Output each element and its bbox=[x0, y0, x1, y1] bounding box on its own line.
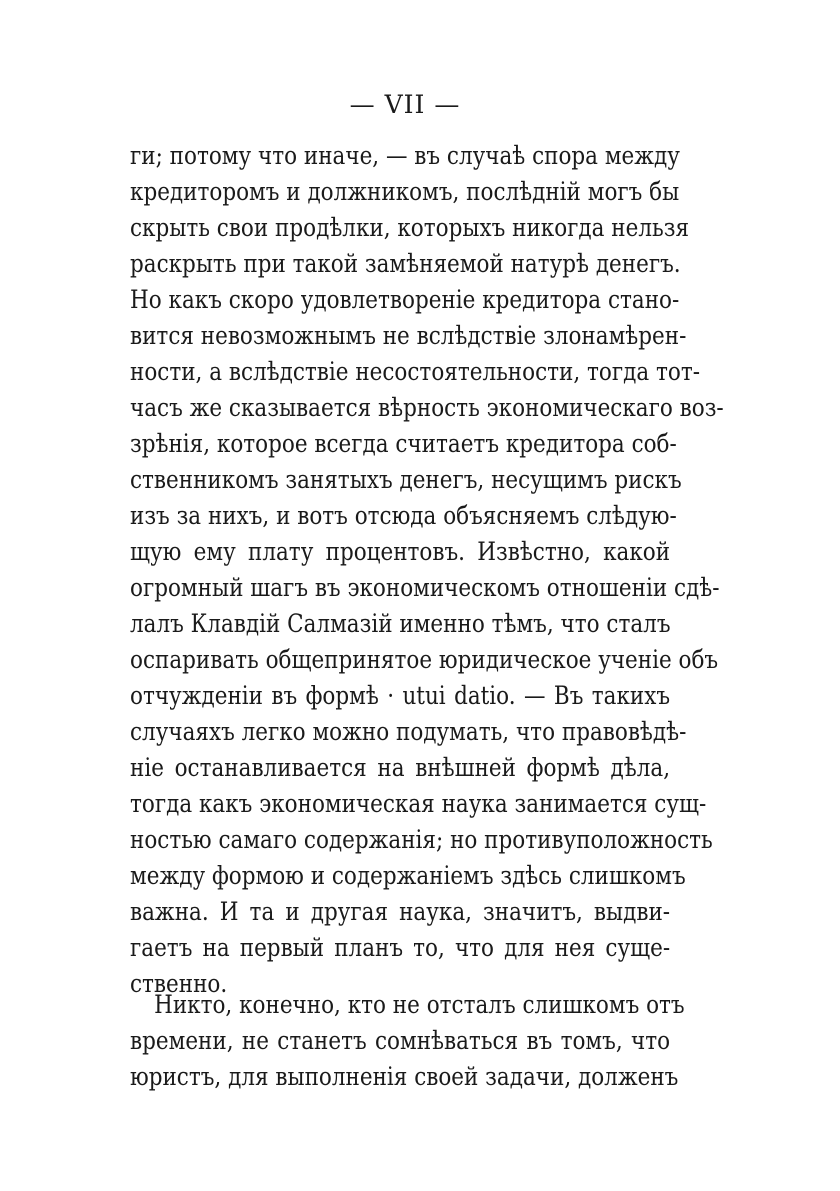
text-line: времени, не станетъ сомнѣваться въ томъ, что bbox=[130, 1026, 671, 1055]
text-line: лалъ Клавдiй Салмазiй именно тѣмъ, что сталъ bbox=[130, 609, 671, 638]
text-line: важна. И та и другая наука, значитъ, выдви- bbox=[130, 897, 671, 926]
paragraph bbox=[130, 138, 724, 1002]
text-line: ги; потому что иначе, — въ случаѣ спора между bbox=[130, 141, 680, 170]
text-line: отчужденiи въ формѣ · utui datio. — Въ такихъ bbox=[130, 681, 671, 710]
text-line: вится невозможнымъ не вслѣдствiе злонамѣрен- bbox=[130, 321, 687, 350]
text-line: Но какъ скоро удовлетворенiе кредитора стано- bbox=[130, 285, 680, 314]
text-line: скрыть свои продѣлки, которыхъ никогда нельзя bbox=[130, 213, 690, 242]
page-number: — VII — bbox=[349, 90, 461, 119]
text-line: гаетъ на первый планъ то, что для нея суще- bbox=[130, 933, 671, 962]
paragraph bbox=[130, 987, 685, 1095]
text-line: случаяхъ легко можно подумать, что правовѣдѣ- bbox=[130, 717, 687, 746]
text-line: ственникомъ занятыхъ денегъ, несущимъ рискъ bbox=[130, 465, 682, 494]
text-line: кредиторомъ и должникомъ, послѣднiй могъ бы bbox=[130, 177, 680, 206]
text-line: изъ за нихъ, и вотъ отсюда объясняемъ слѣдую- bbox=[130, 501, 677, 530]
text-line: нiе останавливается на внѣшней формѣ дѣла, bbox=[130, 753, 671, 782]
text-line: ности, а вслѣдствiе несостоятельности, тогда тот- bbox=[130, 357, 701, 386]
text-line: юристъ, для выполненiя своей задачи, долженъ bbox=[130, 1062, 679, 1091]
text-line: между формою и содержанiемъ здѣсь слишкомъ bbox=[130, 861, 686, 890]
text-line: щую ему плату процентовъ. Извѣстно, какой bbox=[130, 537, 671, 566]
text-line: раскрыть при такой замѣняемой натурѣ денегъ. bbox=[130, 249, 681, 278]
text-line: ностью самаго содержанiя; но противуположность bbox=[130, 825, 713, 854]
text-line: оспаривать общепринятое юридическое ученiе объ bbox=[130, 645, 719, 674]
text-line: зрѣнiя, которое всегда считаетъ кредитора соб- bbox=[130, 429, 677, 458]
text-line: огромный шагъ въ экономическомъ отношенiи сдѣ- bbox=[130, 573, 720, 602]
text-line: часъ же сказывается вѣрность экономическаго воз- bbox=[130, 393, 724, 422]
text-line: ственно. bbox=[130, 969, 228, 998]
text-line: тогда какъ экономическая наука занимается сущ- bbox=[130, 789, 707, 818]
text-line: Никто, конечно, кто не отсталъ слишкомъ отъ bbox=[154, 990, 685, 1019]
